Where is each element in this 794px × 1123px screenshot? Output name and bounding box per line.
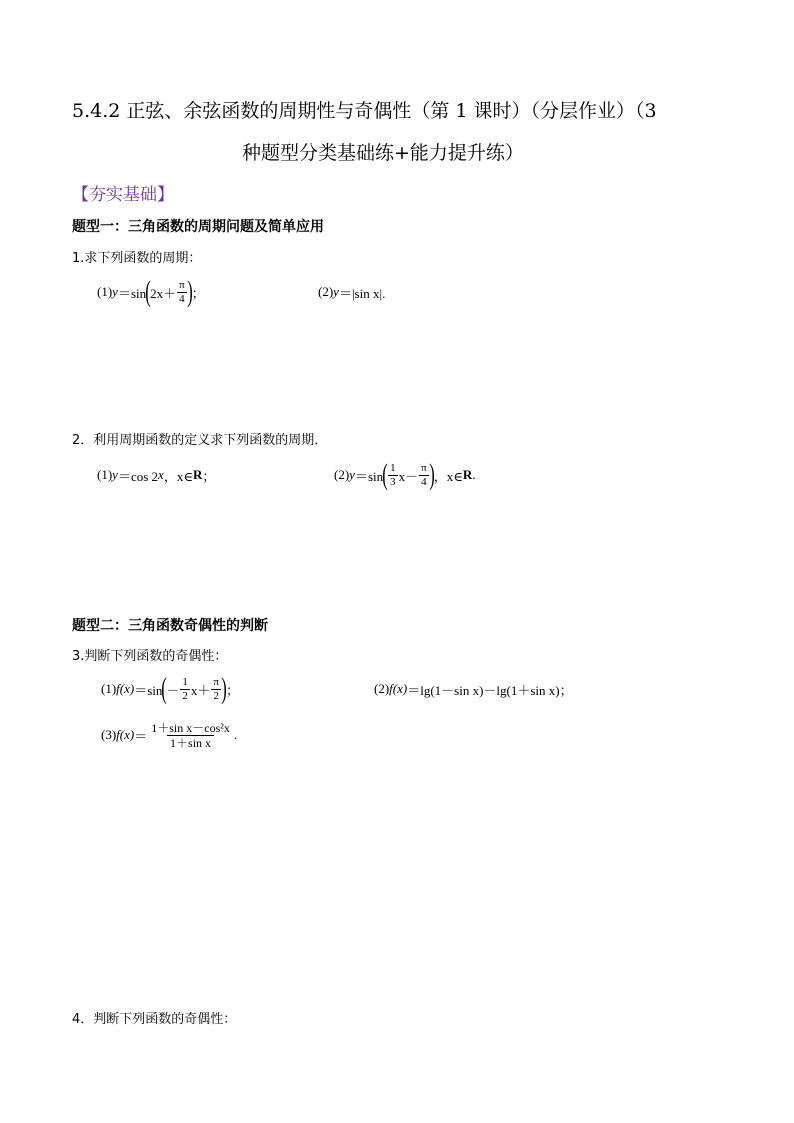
left-paren: ( [145,275,151,308]
real-set-symbol: R [462,467,473,482]
minus-sign: － [166,682,180,698]
inner-expr: 2x＋ [150,285,177,301]
equation-text: ＝sin [354,468,384,484]
var-x: x [158,467,164,482]
question-1-prompt: 1.求下列函数的周期： [72,251,202,266]
left-paren: ( [382,458,388,491]
type1-heading: 题型一：三角函数的周期问题及简单应用 [72,219,324,235]
equation-text: ＝sin [117,285,147,301]
end-punct: ； [202,468,216,484]
question-1-part-1 [97,274,205,310]
part-number: (3) [101,727,117,742]
fraction [148,721,233,750]
var-y: y [349,467,355,482]
fraction [177,280,187,305]
fraction [180,677,190,702]
equation-text: ＝lg(1－sin x)－lg(1＋sin x)； [407,682,573,698]
fraction-denominator: 3 [390,475,396,488]
question-2-prompt: 2．利用周期函数的定义求下列函数的周期． [72,433,328,448]
fraction-numerator: 1 [182,675,188,688]
question-3-prompt: 3.判断下列函数的奇偶性： [72,649,228,664]
equation-text: ＝sin [134,682,163,698]
function-fx: f(x) [116,727,135,742]
fraction-denominator: 1＋sin x [167,735,214,750]
question-3-part-1 [101,670,239,708]
end-punct: . [472,467,476,482]
right-paren: ) [221,672,227,705]
question-3-part-3 [101,716,237,754]
part-number: (2) [318,284,334,299]
end-punct: ； [225,682,239,698]
title-line-1: 5.4.2 正弦、余弦函数的周期性与奇偶性（第 1 课时）（分层作业）（3 [72,100,657,122]
function-fx: f(x) [116,681,135,696]
question-2-part-1 [97,466,215,484]
fraction-numerator: π [179,278,185,291]
part-number: (2) [334,467,350,482]
part-number: (2) [374,681,390,696]
question-1-part-2 [318,283,385,301]
fraction-denominator: 2 [182,689,188,702]
title-line-2: 种题型分类基础练+能力提升练） [242,142,524,164]
fraction [388,463,398,488]
domain-text: ，x∈ [433,468,463,484]
fraction-numerator: 1 [390,461,396,474]
fraction-numerator: 1＋sin x－cos²x [151,720,230,735]
inner-expr: x－ [398,468,419,484]
function-fx: f(x) [389,681,408,696]
fraction [211,677,221,702]
type2-heading: 题型二：三角函数奇偶性的判断 [72,618,268,634]
right-paren: ) [186,275,193,308]
equation-text: ＝|sin x|. [338,285,386,301]
domain-text: ，x∈ [163,468,193,484]
inner-expr: x＋ [190,682,211,698]
end-punct: . [233,727,238,742]
fraction-numerator: π [213,675,219,688]
section-label: 【夯实基础】 [72,185,174,205]
equation-text: ＝cos 2 [117,468,159,484]
fraction [419,463,429,488]
part-number: (1) [97,284,113,299]
fraction-denominator: 2 [213,689,219,702]
part-number: (1) [97,467,113,482]
part-number: (1) [101,681,117,696]
var-y: y [112,284,118,299]
var-y: y [112,467,118,482]
real-set-symbol: R [192,467,203,482]
question-3-part-2 [374,680,573,698]
question-4-prompt: 4．判断下列函数的奇偶性： [72,1012,237,1027]
equation-text: ＝ [134,728,148,744]
var-y: y [333,284,339,299]
right-paren: ) [428,458,435,491]
end-punct: ； [191,285,205,301]
fraction-denominator: 4 [179,292,185,305]
left-paren: ( [161,672,168,705]
fraction-numerator: π [421,461,427,474]
fraction-denominator: 4 [421,475,427,488]
question-2-part-2 [334,457,475,493]
